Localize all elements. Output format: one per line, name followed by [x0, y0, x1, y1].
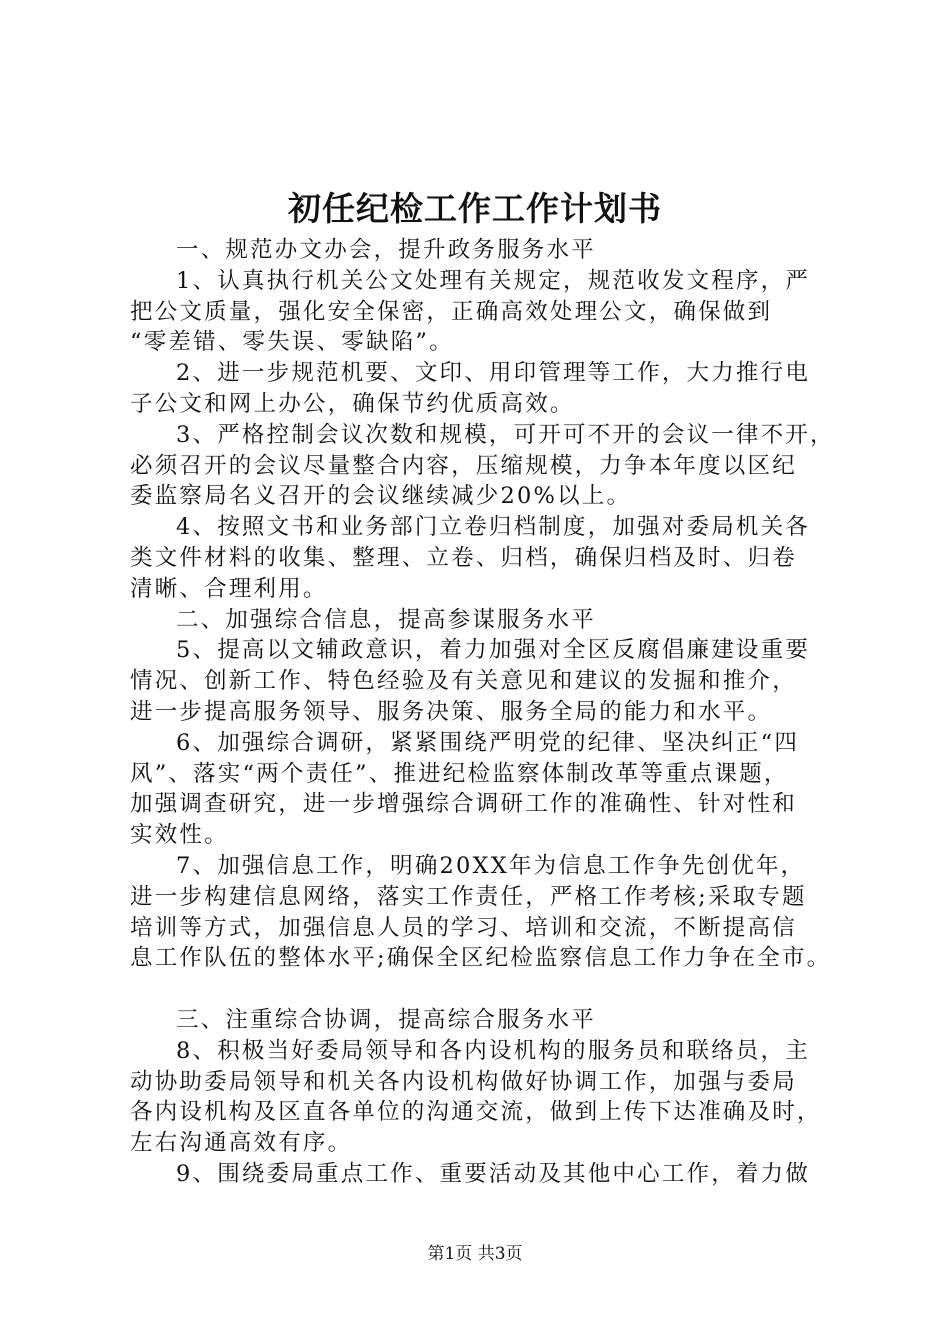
blank-line	[130, 974, 840, 1005]
paragraph-line: 进一步提高服务领导、服务决策、服务全局的能力和水平。	[130, 698, 773, 725]
paragraph-line: 情况、创新工作、特色经验及有关意见和建议的发掘和推介，	[130, 668, 797, 695]
paragraph-line: 左右沟通高效有序。	[130, 1130, 353, 1157]
paragraph-line: 把公文质量，强化安全保密，正确高效处理公文，确保做到	[130, 298, 773, 325]
document-body	[130, 235, 840, 1190]
paragraph-line: 3、严格控制会议次数和规模，可开可不开的会议一律不开，	[176, 421, 835, 448]
paragraph-line: 进一步构建信息网络，落实工作责任，严格工作考核;采取专题	[130, 883, 807, 910]
paragraph-line: 培训等方式，加强信息人员的学习、培训和交流，不断提高信	[130, 914, 797, 941]
paragraph-line: 7、加强信息工作，明确20XX年为信息工作争先创优年，	[176, 852, 806, 879]
paragraph-line: 8、积极当好委局领导和各内设机构的服务员和联络员，主	[176, 1037, 811, 1064]
paragraph-line: 息工作队伍的整体水平;确保全区纪检监察信息工作力争在全市。	[130, 945, 832, 972]
paragraph-line: 9、围绕委局重点工作、重要活动及其他中心工作，着力做	[176, 1160, 811, 1187]
paragraph-line: 4、按照文书和业务部门立卷归档制度，加强对委局机关各	[176, 514, 811, 541]
paragraph-line: 委监察局名义召开的会议继续减少20%以上。	[130, 483, 632, 510]
paragraph-line: 类文件材料的收集、整理、立卷、归档，确保归档及时、归卷	[130, 544, 797, 571]
paragraph-line: 1、认真执行机关公文处理有关规定，规范收发文程序，严	[176, 267, 811, 294]
paragraph-line: “零差错、零失误、零缺陷”。	[130, 329, 454, 356]
paragraph-line: 动协助委局领导和机关各内设机构做好协调工作，加强与委局	[130, 1068, 797, 1095]
paragraph-line: 子公文和网上办公，确保节约优质高效。	[130, 390, 575, 417]
paragraph-line: 必须召开的会议尽量整合内容，压缩规模，力争本年度以区纪	[130, 452, 797, 479]
paragraph-line: 6、加强综合调研，紧紧围绕严明党的纪律、坚决纠正“四	[176, 729, 800, 756]
paragraph-line: 实效性。	[130, 822, 229, 849]
paragraph-line: 各内设机构及区直各单位的沟通交流，做到上传下达准确及时，	[130, 1099, 822, 1126]
section-heading-2: 二、加强综合信息，提高参谋服务水平	[176, 606, 596, 633]
section-heading-1: 一、规范办文办会，提升政务服务水平	[176, 237, 596, 263]
paragraph-line: 5、提高以文辅政意识，着力加强对全区反腐倡廉建设重要	[176, 637, 811, 664]
paragraph-line: 加强调查研究，进一步增强综合调研工作的准确性、针对性和	[130, 791, 797, 818]
paragraph-line: 清晰、合理利用。	[130, 575, 328, 602]
document-title: 初任纪检工作工作计划书	[288, 189, 662, 228]
paragraph-line: 风”、落实“两个责任”、推进纪检监察体制改革等重点课题，	[130, 760, 789, 787]
section-heading-3: 三、注重综合协调，提高综合服务水平	[176, 1006, 596, 1033]
paragraph-line: 2、进一步规范机要、文印、用印管理等工作，大力推行电	[176, 360, 811, 387]
page-footer: 第1页 共3页	[427, 1244, 523, 1264]
